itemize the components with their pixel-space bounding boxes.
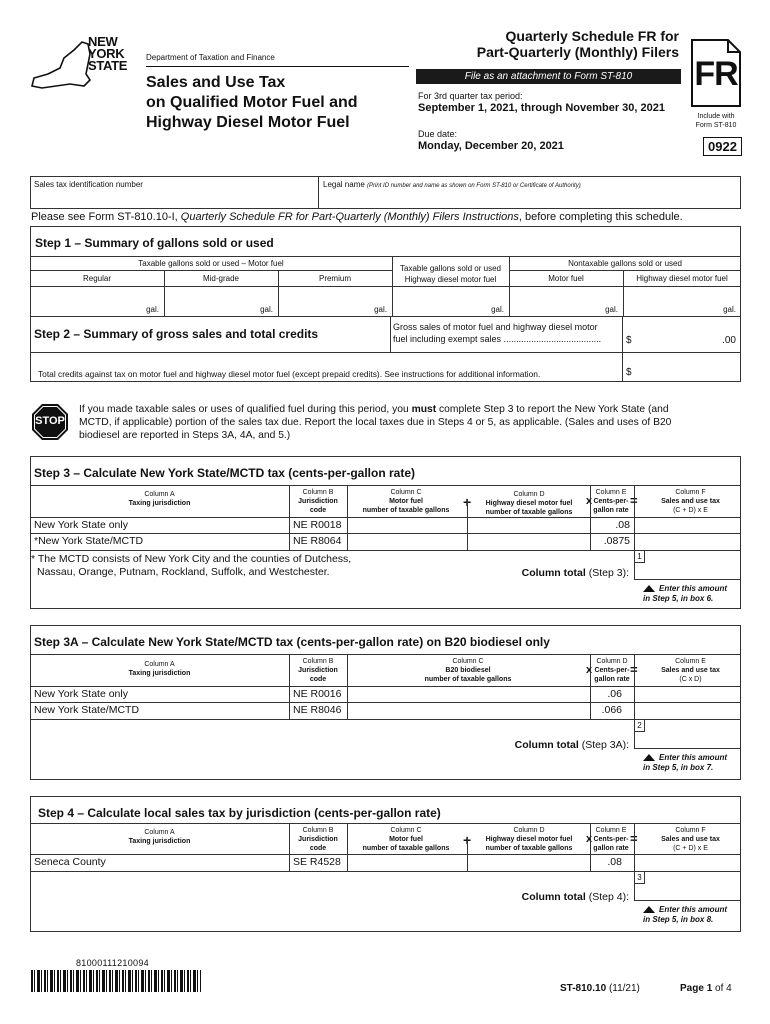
times-operator: x (586, 833, 593, 845)
step3a-colC-header (347, 657, 589, 684)
column-total-label (400, 739, 629, 751)
taxable-diesel-line1: Taxable gallons sold or used (400, 264, 501, 273)
gross-sales-label (393, 321, 601, 345)
gal-unit: gal. (605, 305, 618, 314)
jurisdiction-code: NE R8064 (293, 535, 342, 547)
colB-sub2: code (309, 507, 327, 514)
include-with-line2: Form ST-810 (695, 122, 737, 129)
plus-operator: + (463, 494, 472, 510)
regular-header: Regular (82, 274, 111, 283)
column-total-label (400, 891, 629, 903)
legal-name-label (323, 180, 581, 189)
total-label: Column total (521, 891, 586, 903)
step4-title: Step 4 – Calculate local sales tax by jurisdiction (cents-per-gallon rate) (38, 806, 441, 820)
stop-notice-line3: biodiesel are reported in Steps 3A, 4A, and 5.) (79, 430, 291, 441)
stop-line1-pre: If you made taxable sales or uses of qualified fuel during this period, you (79, 404, 412, 415)
total-step: (Step 4): (588, 891, 629, 903)
stop-line1-post: complete Step 3 to report the New York State (and (436, 404, 669, 415)
form-title-line3: Highway Diesel Motor Fuel (146, 114, 350, 131)
colE-sub2: gallon rate (593, 507, 629, 514)
colB-title: Column B (302, 827, 334, 834)
due-value: Monday, December 20, 2021 (418, 140, 564, 152)
colC-title: Column C (390, 827, 422, 834)
b20-gallons-input[interactable] (348, 703, 589, 719)
enter-amount-line1: Enter this amount (659, 905, 728, 914)
colB-sub1: Jurisdiction (298, 836, 338, 843)
step3-colF-header (640, 488, 741, 515)
colF-sub2: (C + D) x E (673, 507, 708, 514)
enter-amount-line2: in Step 5, in box 6. (643, 594, 714, 603)
column-total-field[interactable] (634, 719, 741, 749)
dollar-sign: $ (626, 367, 632, 378)
stop-line1-bold: must (411, 404, 437, 415)
stop-notice-line2: MCTD, if applicable) portion of the sales tax due. Report the local taxes due in Steps 4 or 5, as applicable. (Sales and uses of B20 (79, 417, 672, 428)
colD-sub1: Highway diesel motor fuel (485, 500, 573, 507)
due-label: Due date: (418, 129, 458, 139)
instruction-line (31, 211, 683, 223)
logo-line-new: NEW (88, 34, 118, 49)
step3-colA-header (30, 490, 289, 508)
fr-badge: FR (694, 55, 738, 93)
step4-colD-header (471, 826, 587, 853)
enter-amount-note (643, 753, 727, 773)
jurisdiction-code: SE R4528 (293, 856, 341, 868)
colD-title: Column D (513, 827, 545, 834)
colE-title: Column E (675, 658, 706, 665)
diesel-gallons-input[interactable] (468, 518, 589, 533)
mctd-footnote (31, 553, 351, 579)
premium-header: Premium (318, 274, 351, 283)
jurisdiction-code: NE R0018 (293, 519, 342, 531)
enter-amount-note (643, 905, 727, 925)
equals-operator: = (630, 662, 638, 677)
step3a-title: Step 3A – Calculate New York State/MCTD tax (cents-per-gallon rate) on B20 biodiesel only (34, 635, 550, 649)
diesel-gallons-input[interactable] (468, 534, 589, 550)
colE-sub2: (C x D) (679, 676, 702, 683)
taxable-diesel-header (392, 263, 509, 285)
jurisdiction-code: NE R8046 (293, 704, 342, 716)
jurisdiction-name: Seneca County (34, 856, 106, 868)
page-number: 1 (706, 983, 713, 994)
colB-title: Column B (302, 658, 334, 665)
form-date: (11/21) (608, 983, 640, 994)
form-title-line2: on Qualified Motor Fuel and (146, 94, 358, 111)
gal-unit: gal. (723, 305, 736, 314)
up-arrow-icon (643, 754, 655, 761)
gal-unit: gal. (374, 305, 387, 314)
step3a-colD-header (590, 657, 634, 684)
step4-colC-header (347, 826, 465, 853)
instruction-italic: Quarterly Schedule FR for Part-Quarterly (Monthly) Filers Instructions (180, 211, 519, 223)
enter-amount-note (643, 584, 727, 604)
nontaxable-motor-fuel-header: Motor fuel (548, 274, 584, 283)
colA-sub: Taxing jurisdiction (128, 670, 191, 677)
colE-sub1: Cents-per- (593, 836, 629, 843)
nontaxable-diesel-header: Highway diesel motor fuel (636, 274, 728, 283)
period-label: For 3rd quarter tax period: (418, 91, 523, 101)
form-id: ST-810.10 (560, 983, 607, 994)
enter-amount-line2: in Step 5, in box 7. (643, 763, 714, 772)
logo-line-york: YORK (88, 46, 125, 61)
column-total-field[interactable] (634, 550, 741, 580)
colC-title: Column C (390, 489, 422, 496)
colC-sub2: number of taxable gallons (362, 507, 450, 514)
schedule-title (418, 28, 679, 60)
jurisdiction-name: *New York State/MCTD (34, 535, 144, 547)
colF-sub1: Sales and use tax (661, 836, 720, 843)
colF-sub2: (C + D) x E (673, 845, 708, 852)
total-credits-label: Total credits against tax on motor fuel and highway diesel motor fuel (except prepaid credits). See instructions for additional information. (38, 369, 541, 379)
rate-value: .06 (607, 688, 622, 700)
up-arrow-icon (643, 585, 655, 592)
taxable-diesel-gallons-field[interactable] (393, 287, 508, 316)
rate-value: .066 (601, 704, 622, 716)
mctd-footnote-line2: Nassau, Orange, Putnam, Rockland, Suffolk, and Westchester. (37, 566, 330, 578)
nontaxable-diesel-gallons-field[interactable] (624, 287, 740, 316)
page-post: of 4 (712, 983, 732, 994)
premium-gallons-field[interactable] (279, 287, 391, 316)
jurisdiction-name: New York State only (34, 519, 128, 531)
logo-line-state: STATE (88, 58, 128, 73)
colA-sub: Taxing jurisdiction (128, 500, 191, 507)
step3a-colE-header (640, 657, 741, 684)
form-title (146, 73, 358, 133)
sales-tax-input[interactable] (635, 703, 740, 719)
jurisdiction-code: NE R0016 (293, 688, 342, 700)
instruction-suffix: , before completing this schedule. (518, 211, 683, 223)
cents-suffix: .00 (722, 335, 736, 346)
code-box (703, 137, 742, 156)
fr-document-icon (690, 38, 742, 108)
colA-title: Column A (144, 491, 175, 498)
up-arrow-icon (643, 906, 655, 913)
step4-colE-header (590, 826, 632, 853)
attachment-bar (416, 69, 681, 84)
colE-title: Column E (595, 827, 627, 834)
gross-sales-field[interactable] (623, 317, 740, 351)
step3a-colB-header (289, 657, 347, 684)
stop-sign-icon (31, 403, 69, 441)
sales-tax-input[interactable] (635, 534, 740, 550)
barcode (31, 970, 201, 992)
equals-operator: = (630, 493, 638, 508)
code-box-value: 0922 (708, 139, 737, 154)
colF-sub1: Sales and use tax (661, 498, 720, 505)
stop-notice-line1 (79, 403, 743, 416)
colB-sub1: Jurisdiction (298, 667, 338, 674)
rate-value: .08 (615, 519, 630, 531)
colC-sub1: Motor fuel (389, 836, 423, 843)
total-step: (Step 3): (588, 567, 629, 579)
schedule-title-line2: Part-Quarterly (Monthly) Filers (476, 44, 679, 60)
colD-sub2: gallon rate (594, 676, 630, 683)
nys-logo (28, 34, 138, 92)
sales-tax-input[interactable] (635, 518, 740, 533)
step4-colF-header (640, 826, 741, 853)
colB-sub2: code (309, 676, 327, 683)
times-operator: x (586, 664, 593, 676)
taxable-motor-fuel-header: Taxable gallons sold or used – Motor fuel (138, 259, 284, 268)
stop-sign-text: STOP (35, 415, 65, 427)
equals-operator: = (630, 831, 638, 846)
sales-tax-id-field[interactable] (31, 177, 319, 208)
colA-sub: Taxing jurisdiction (128, 838, 191, 845)
colF-title: Column F (675, 489, 706, 496)
enter-amount-line1: Enter this amount (659, 584, 728, 593)
motor-fuel-gallons-input[interactable] (348, 518, 466, 533)
legal-name-text: Legal name (323, 180, 365, 189)
step4-colA-header (30, 828, 289, 846)
total-step: (Step 3A): (581, 739, 629, 751)
enter-amount-line1: Enter this amount (659, 753, 728, 762)
rate-value: .0875 (603, 535, 630, 547)
colC-sub2: number of taxable gallons (362, 845, 450, 852)
step1-title: Step 1 – Summary of gallons sold or used (35, 236, 274, 250)
include-with (684, 112, 748, 130)
gal-unit: gal. (260, 305, 273, 314)
colD-sub2: number of taxable gallons (485, 509, 573, 516)
form-footer-id (560, 983, 640, 994)
colD-sub1: Highway diesel motor fuel (485, 836, 573, 843)
plus-operator: + (463, 832, 472, 848)
instruction-prefix: Please see Form ST-810.10-I, (31, 211, 181, 223)
step2-title: Step 2 – Summary of gross sales and total credits (34, 327, 319, 341)
legal-name-field[interactable] (320, 177, 740, 208)
colE-sub1: Cents-per- (593, 498, 629, 505)
diesel-gallons-input[interactable] (468, 855, 589, 871)
colE-sub1: Sales and use tax (661, 667, 720, 674)
step3a-colA-header (30, 660, 289, 678)
total-label: Column total (514, 739, 579, 751)
page-pre: Page (680, 983, 707, 994)
gross-sales-line2: fuel including exempt sales ....................................... (393, 334, 602, 344)
colE-sub2: gallon rate (593, 845, 629, 852)
page-indicator (680, 983, 732, 994)
nontaxable-motor-gallons-field[interactable] (510, 287, 622, 316)
gal-unit: gal. (146, 305, 159, 314)
step3-colE-header (590, 488, 632, 515)
total-box-number: 3 (635, 872, 645, 884)
column-total-field[interactable] (634, 871, 741, 901)
nontaxable-header: Nontaxable gallons sold or used (568, 259, 682, 268)
times-operator: x (586, 495, 593, 507)
total-box-number: 2 (635, 720, 645, 732)
colB-sub1: Jurisdiction (298, 498, 338, 505)
rate-value: .08 (607, 856, 622, 868)
schedule-title-line1: Quarterly Schedule FR for (505, 28, 679, 44)
dollar-sign: $ (626, 335, 632, 346)
taxable-diesel-line2: Highway diesel motor fuel (404, 275, 497, 284)
jurisdiction-name: New York State/MCTD (34, 704, 140, 716)
sales-tax-input[interactable] (635, 687, 740, 702)
colC-sub1: B20 biodiesel (445, 667, 491, 674)
colD-title: Column D (513, 491, 545, 498)
gross-sales-line1: Gross sales of motor fuel and highway diesel motor (393, 322, 598, 332)
id-row (30, 176, 741, 209)
step3-colC-header (347, 488, 465, 515)
total-label: Column total (521, 567, 586, 579)
attachment-note: File as an attachment to Form ST-810 (464, 71, 633, 82)
total-box-number: 1 (635, 551, 645, 563)
stop-notice-text (79, 403, 743, 442)
midgrade-header: Mid-grade (202, 274, 239, 283)
jurisdiction-name: New York State only (34, 688, 128, 700)
colC-sub2: number of taxable gallons (424, 676, 512, 683)
step3-title: Step 3 – Calculate New York State/MCTD tax (cents-per-gallon rate) (34, 466, 415, 480)
b20-gallons-input[interactable] (348, 687, 589, 702)
regular-gallons-field[interactable] (31, 287, 163, 316)
step4-colB-header (289, 826, 347, 853)
form-title-line1: Sales and Use Tax (146, 74, 286, 91)
column-total-label (400, 567, 629, 579)
colD-title: Column D (596, 658, 628, 665)
colB-title: Column B (302, 489, 334, 496)
step3-colD-header (471, 490, 587, 517)
header-divider (146, 66, 409, 67)
colA-title: Column A (144, 829, 175, 836)
colA-title: Column A (144, 661, 175, 668)
colE-title: Column E (595, 489, 627, 496)
department-name: Department of Taxation and Finance (146, 53, 275, 62)
period-value: September 1, 2021, through November 30, 2021 (418, 102, 665, 114)
motor-fuel-gallons-input[interactable] (348, 534, 466, 550)
include-with-line1: Include with (697, 113, 735, 120)
sales-tax-id-label: Sales tax identification number (34, 180, 143, 189)
barcode-number: 81000111210094 (76, 958, 149, 968)
motor-fuel-gallons-input[interactable] (348, 855, 466, 871)
colC-sub1: Motor fuel (389, 498, 423, 505)
midgrade-gallons-field[interactable] (165, 287, 277, 316)
total-credits-field[interactable] (623, 353, 740, 381)
colD-sub2: number of taxable gallons (485, 845, 573, 852)
gal-unit: gal. (491, 305, 504, 314)
legal-name-note: (Print ID number and name as shown on Form ST-810 or Certificate of Authority) (367, 183, 581, 189)
enter-amount-line2: in Step 5, in box 8. (643, 915, 714, 924)
logo-text (88, 36, 127, 72)
colD-sub1: Cents-per- (594, 667, 630, 674)
step3-colB-header (289, 488, 347, 515)
mctd-footnote-line1: * The MCTD consists of New York City and the counties of Dutchess, (31, 553, 352, 565)
colC-title: Column C (452, 658, 484, 665)
sales-tax-input[interactable] (635, 855, 740, 871)
colB-sub2: code (309, 845, 327, 852)
colF-title: Column F (675, 827, 706, 834)
